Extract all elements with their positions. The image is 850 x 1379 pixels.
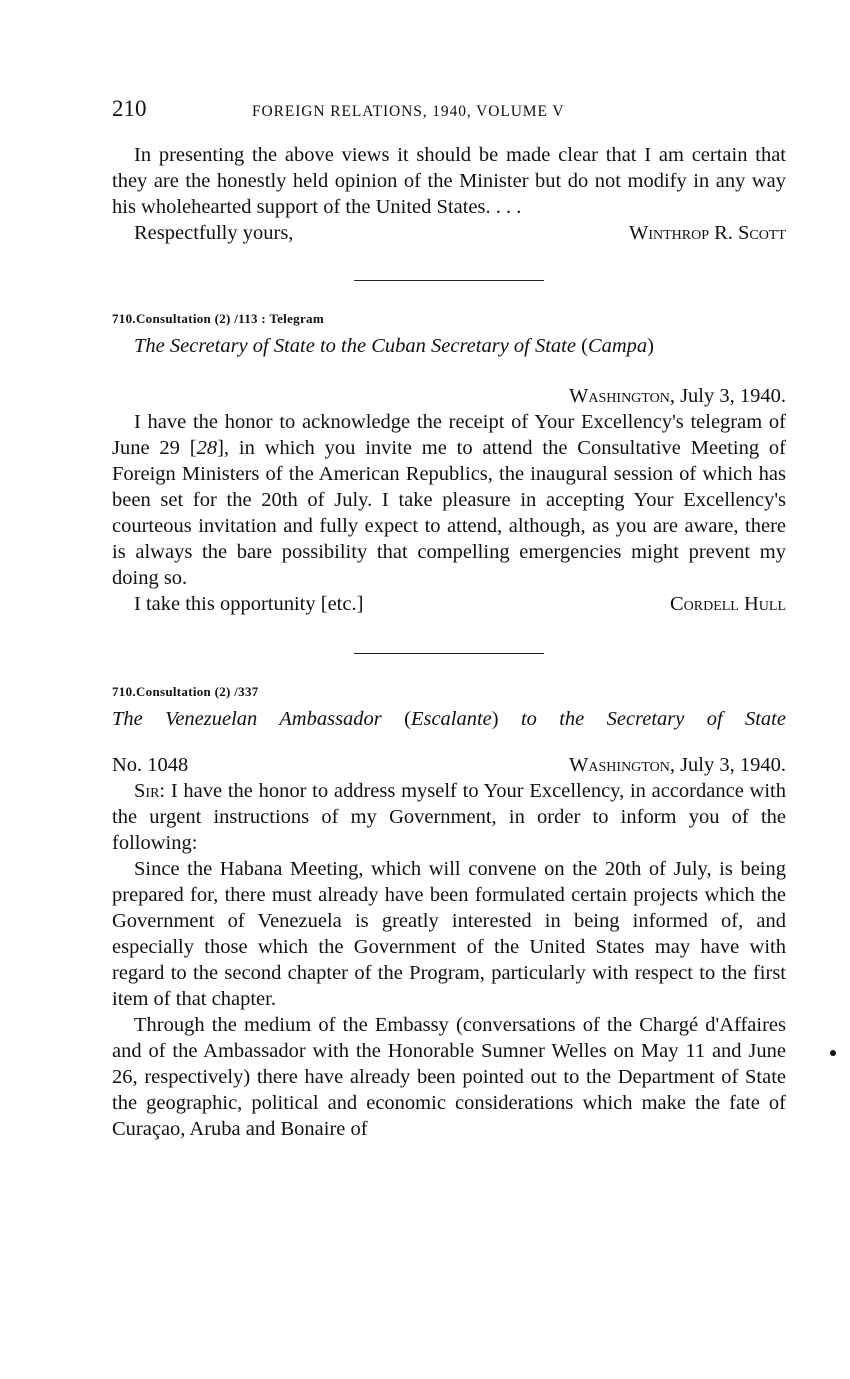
margin-mark: [830, 1050, 836, 1056]
dateline-2-place: Washington: [569, 754, 670, 776]
prior-signature-line: [112, 220, 786, 246]
doc1-body-bracket-number: 28: [196, 437, 218, 459]
dateline-2-date: , July 3, 1940.: [669, 754, 786, 776]
doc2-title-part-1: The Venezuelan Ambassador: [112, 708, 405, 730]
doc1-title-text: The Secretary of State to the Cuban Secretary of State: [134, 335, 582, 357]
dateline-2: [569, 752, 786, 778]
doc2-title-part-2: to the Secretary of State: [498, 708, 786, 730]
complimentary-close: Respectfully yours,: [134, 222, 294, 244]
file-reference-1: 710.Consultation (2) /113 : Telegram: [112, 311, 324, 326]
signature-hull: Cordell Hull: [669, 593, 786, 615]
doc1-title-paren-open: (: [581, 335, 588, 357]
page: [112, 96, 786, 1142]
doc1-closing: I take this opportunity [etc.]: [134, 593, 364, 615]
doc1-signature-line: [112, 591, 786, 617]
doc2-paragraph-1: [112, 778, 786, 856]
section-divider-2: [354, 653, 544, 654]
doc1-title-name: Campa: [587, 335, 648, 357]
file-reference-2: 710.Consultation (2) /337: [112, 684, 259, 699]
running-title: FOREIGN RELATIONS, 1940, VOLUME V: [252, 103, 565, 120]
doc2-paragraph-1-text: : I have the honor to address myself to Your Excellency, in accordance with the urgent instructions of my Government, in order to inform you of the following:: [112, 780, 786, 854]
doc1-body-part-2: ], in which you invite me to attend the Consultative Meeting of Foreign Ministers of the American Republics, the inaugural session of which has been set for the 20th of July. I take pleasure in accepting Your Excellency's courteous invitation and fully expect to attend, although, as you are aware, there is always the bare possibility that compelling emergencies might prevent my doing so.: [112, 437, 786, 589]
doc2-paragraph-3: Through the medium of the Embassy (conversations of the Chargé d'Affaires and of the Ambassador with the Honorable Sumner Welles on May 11 and June 26, respectively) there have already been pointed out to the Department of State the geographic, political and economic considerations which make the fate of Curaçao, Aruba and Bonaire of: [112, 1014, 786, 1140]
running-head: [112, 96, 786, 132]
doc1-body-part-1: I have the honor to acknowledge the receipt of Your Excellency's telegram of June 29 [: [112, 411, 786, 459]
document-title-1: [112, 333, 786, 359]
doc1-body-paragraph: [112, 409, 786, 591]
doc2-title-name: Escalante: [410, 708, 492, 730]
doc1-title-paren-close: ): [647, 335, 654, 357]
dateline-1: [112, 383, 786, 409]
signature-scott: Winthrop R. Scott: [628, 222, 786, 244]
prior-closing-paragraph: In presenting the above views it should be made clear that I am certain that they are the honestly held opinion of the Minister but do not modify in any way his wholehearted support of the United States. . . .: [112, 144, 786, 218]
document-title-2: [112, 706, 786, 732]
doc2-number: No. 1048: [112, 754, 189, 776]
doc2-number-dateline-row: [112, 752, 786, 778]
doc2-paragraph-2: Since the Habana Meeting, which will convene on the 20th of July, is being prepared for, there must already have been formulated certain projects which the Government of Venezuela is greatly interested in being informed of, and especially those which the Government of the United States may have with regard to the second chapter of the Program, particularly with respect to the first item of that chapter.: [112, 858, 786, 1010]
page-number: 210: [112, 96, 147, 121]
doc2-title-paren-close: ): [491, 708, 499, 730]
doc2-title-paren-open: (: [404, 708, 411, 730]
dateline-1-date: , July 3, 1940.: [669, 385, 786, 407]
salutation: Sir: [134, 780, 160, 802]
dateline-1-place: Washington: [569, 385, 670, 407]
section-divider-1: [354, 280, 544, 281]
